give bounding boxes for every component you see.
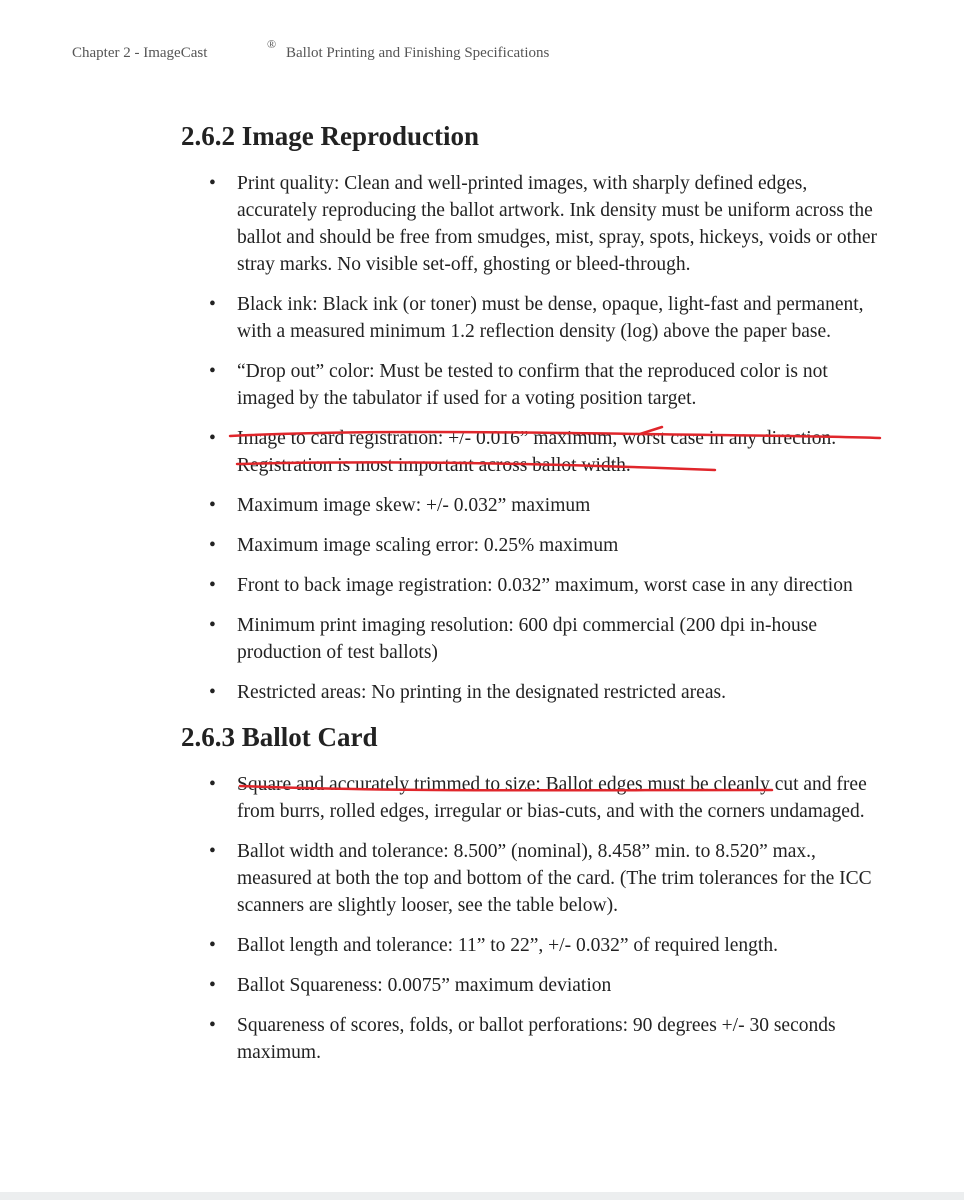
list-item-text: Front to back image registration: 0.032” maximum, worst case in any direction (237, 575, 853, 596)
list-item-text: Ballot Squareness: 0.0075” maximum deviation (237, 975, 612, 996)
list-item-text: Print quality: Clean and well-printed images, with sharply defined edges, accurately reproducing the ballot artwork. Ink density must be uniform across the ballot and should be free from smudges, mist, spray, spots, hickeys, voids or other stray marks. No visible set-off, ghosting or bleed-through. (237, 173, 877, 275)
bullet-icon: • (209, 841, 216, 862)
list-item (181, 170, 881, 278)
list-item (181, 425, 881, 479)
bullet-icon: • (209, 535, 216, 556)
bullet-icon: • (209, 935, 216, 956)
list-item (181, 612, 881, 666)
list-item-text: Ballot length and tolerance: 11” to 22”, +/- 0.032” of required length. (237, 935, 778, 956)
list-item (181, 1012, 881, 1066)
bullet-icon: • (209, 975, 216, 996)
header-chapter: Chapter 2 - ImageCast (72, 45, 208, 61)
bullet-icon: • (209, 173, 216, 194)
bullet-icon: • (209, 682, 216, 703)
list-item (181, 932, 881, 959)
running-header (72, 37, 550, 62)
list-item-text: Maximum image skew: +/- 0.032” maximum (237, 495, 591, 516)
list-item (181, 771, 881, 825)
list-item-text: Squareness of scores, folds, or ballot perforations: 90 degrees +/- 30 seconds maximum. (237, 1015, 836, 1063)
list-item (181, 358, 881, 412)
page-bottom-edge (0, 1192, 964, 1200)
bullet-icon: • (209, 495, 216, 516)
bullet-icon: • (209, 615, 216, 636)
list-item-text: Square and accurately trimmed to size: Ballot edges must be cleanly cut and free from burrs, rolled edges, irregular or bias-cuts, and with the corners undamaged. (237, 774, 867, 822)
list-item (181, 572, 881, 599)
list-item (181, 679, 881, 706)
list-item (181, 532, 881, 559)
list-item-text: Minimum print imaging resolution: 600 dpi commercial (200 dpi in-house production of test ballots) (237, 615, 818, 663)
bullet-icon: • (209, 361, 216, 382)
image-reproduction-list (181, 170, 881, 706)
list-item-text: Black ink: Black ink (or toner) must be dense, opaque, light-fast and permanent, with a measured minimum 1.2 reflection density (log) above the paper base. (237, 294, 864, 342)
bullet-icon: • (209, 575, 216, 596)
list-item-text: Restricted areas: No printing in the designated restricted areas. (237, 682, 726, 703)
section-heading-image-reproduction: 2.6.2 Image Reproduction (181, 121, 480, 151)
list-item (181, 972, 881, 999)
document-body (181, 118, 881, 1079)
list-item-text: Image to card registration: +/- 0.016” maximum, worst case in any direction. Registration is most important across ballot width. (237, 428, 837, 476)
list-item-text: Maximum image scaling error: 0.25% maximum (237, 535, 619, 556)
list-item-text: Ballot width and tolerance: 8.500” (nominal), 8.458” min. to 8.520” max., measured at both the top and bottom of the card. (The trim tolerances for the ICC scanners are slightly looser, see the table below). (237, 841, 872, 916)
ballot-card-list (181, 771, 881, 1066)
registered-mark: ® (267, 37, 277, 51)
section-heading-ballot-card: 2.6.3 Ballot Card (181, 722, 378, 752)
bullet-icon: • (209, 774, 216, 795)
list-item (181, 492, 881, 519)
list-item (181, 291, 881, 345)
bullet-icon: • (209, 428, 216, 449)
list-item-text: “Drop out” color: Must be tested to confirm that the reproduced color is not imaged by the tabulator if used for a voting position target. (237, 361, 828, 409)
header-title: Ballot Printing and Finishing Specifications (286, 45, 550, 61)
bullet-icon: • (209, 1015, 216, 1036)
bullet-icon: • (209, 294, 216, 315)
list-item (181, 838, 881, 919)
